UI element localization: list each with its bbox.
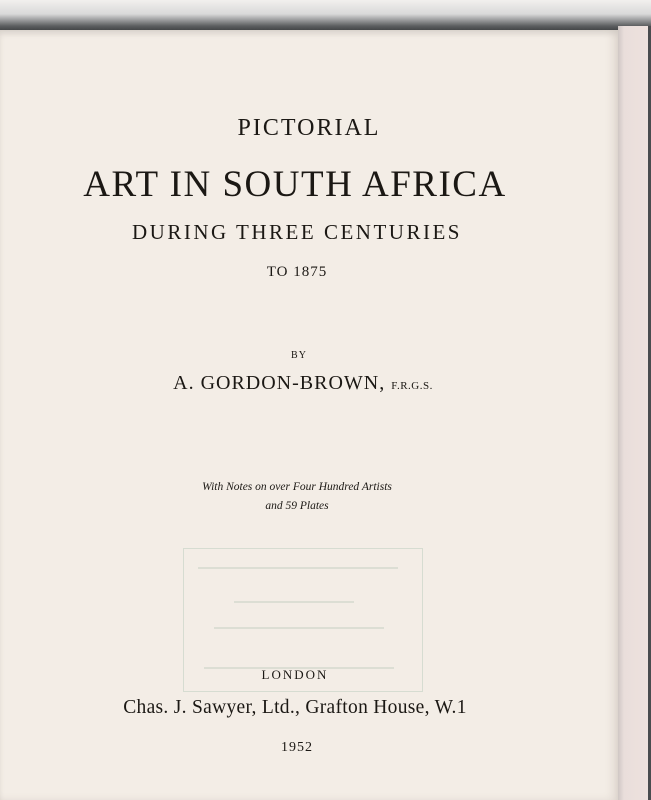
publisher-line: Chas. J. Sawyer, Ltd., Grafton House, W.1: [123, 697, 467, 718]
page-top-edge: [0, 0, 651, 34]
author-post-nominals: F.R.G.S.: [391, 380, 433, 392]
book-title-line-1: PICTORIAL: [237, 115, 381, 141]
publication-year: 1952: [281, 740, 313, 755]
book-title-line-2: ART IN SOUTH AFRICA: [83, 164, 507, 205]
book-subtitle: DURING THREE CENTURIES: [132, 220, 462, 244]
author-name: A. GORDON-BROWN,: [173, 372, 386, 394]
page-fore-edge: [618, 26, 651, 800]
notes-line-1: With Notes on over Four Hundred Artists: [202, 481, 392, 493]
author-line: [0, 372, 612, 395]
publication-place: LONDON: [261, 667, 329, 682]
by-label: BY: [291, 350, 307, 361]
notes-block: [0, 478, 606, 516]
title-page: [0, 30, 618, 800]
notes-line-2: and 59 Plates: [265, 500, 329, 512]
book-subtitle-date: TO 1875: [266, 264, 328, 280]
